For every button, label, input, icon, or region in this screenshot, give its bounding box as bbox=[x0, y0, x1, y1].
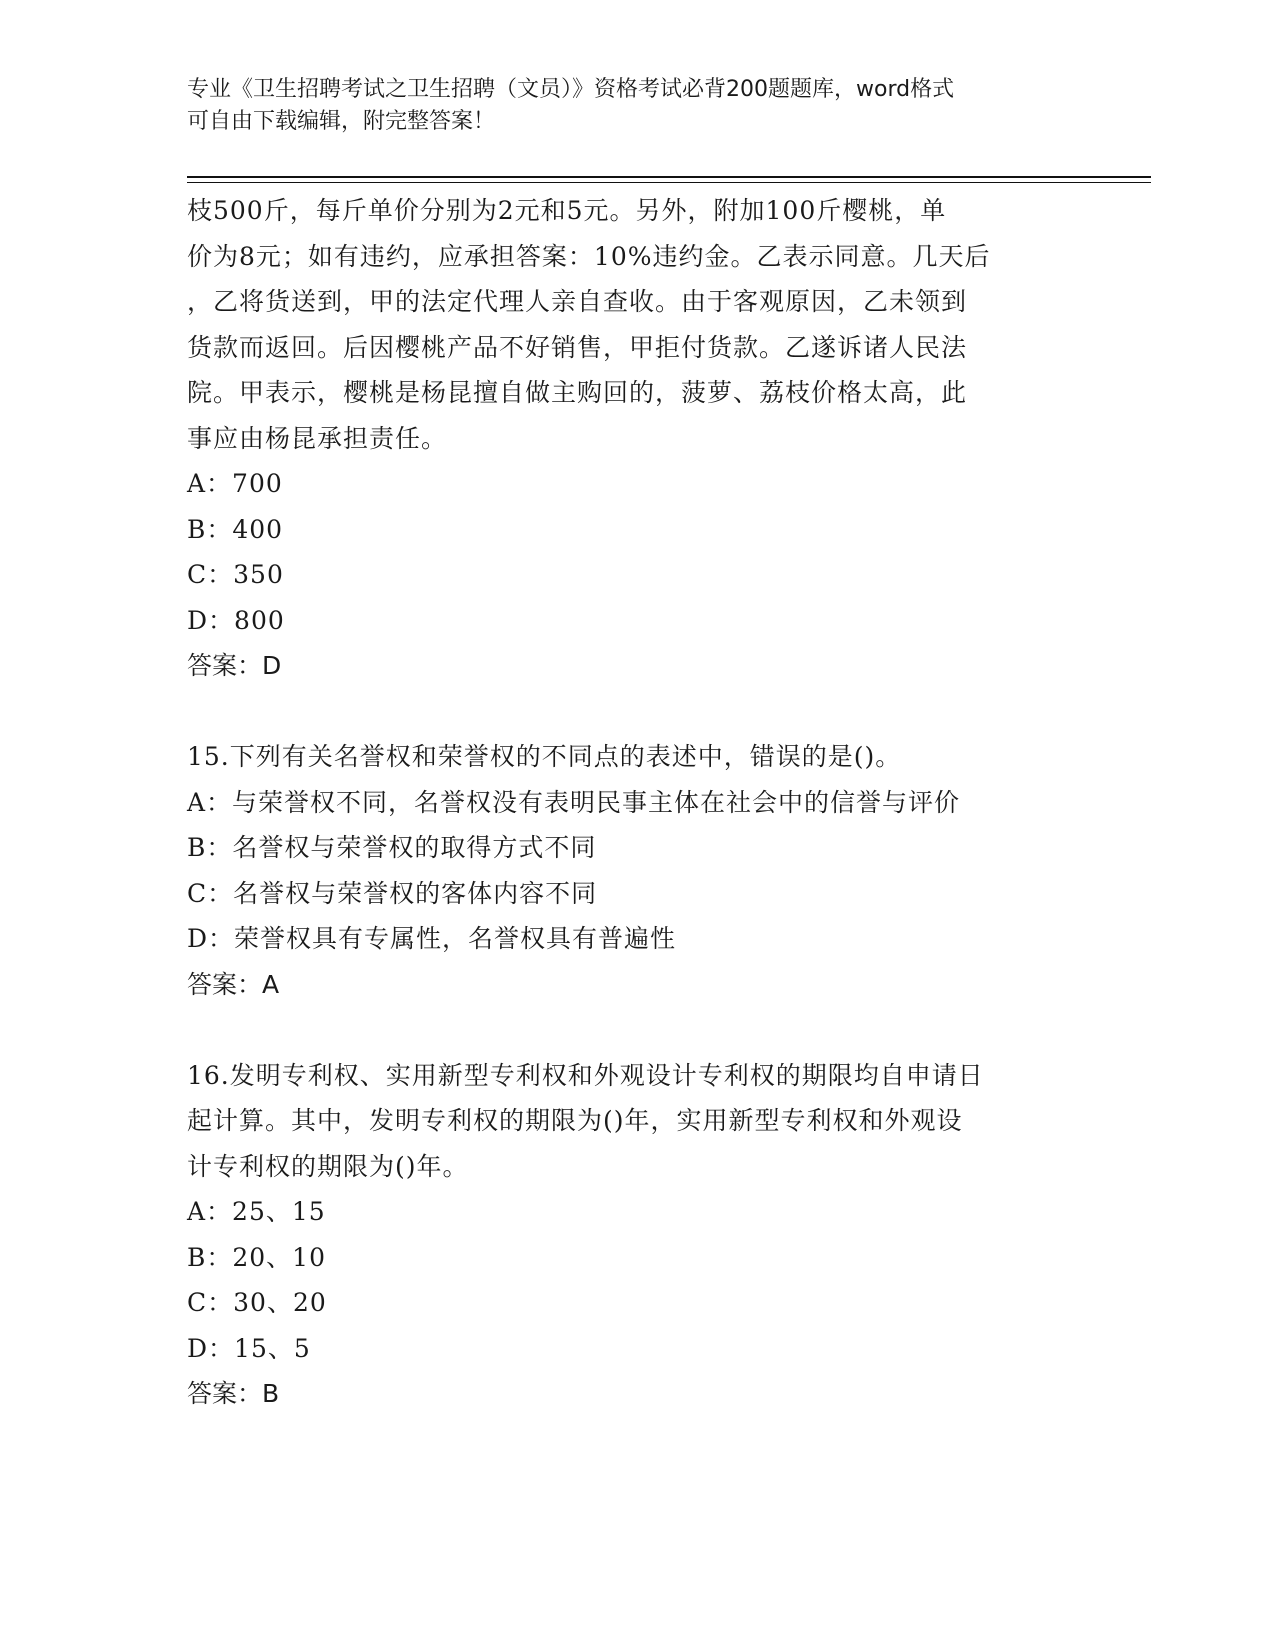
question-stem-line: 计专利权的期限为()年。 bbox=[187, 1151, 469, 1181]
question-stem-line: 事应由杨昆承担责任。 bbox=[187, 423, 448, 453]
question-stem-line: 起计算。其中，发明专利权的期限为()年，实用新型专利权和外观设 bbox=[187, 1106, 963, 1135]
spacer bbox=[187, 689, 1087, 735]
option-a: A：25、15 bbox=[187, 1197, 326, 1226]
option-a: A：与荣誉权不同，名誉权没有表明民事主体在社会中的信誉与评价 bbox=[187, 787, 961, 817]
question-14 bbox=[187, 188, 1087, 689]
answer-line: 答案：D bbox=[187, 651, 282, 680]
option-a: A：700 bbox=[187, 469, 283, 498]
header-line: 专业《卫生招聘考试之卫生招聘（文员）》资格考试必背200题题库，word格式 bbox=[187, 77, 955, 102]
option-b: B：20、10 bbox=[187, 1242, 326, 1272]
option-d: D：15、5 bbox=[187, 1333, 311, 1363]
document-body bbox=[187, 188, 1087, 1417]
option-d: D：800 bbox=[187, 605, 285, 635]
answer-line: 答案：A bbox=[187, 969, 280, 999]
spacer bbox=[187, 1007, 1087, 1053]
option-c: C：名誉权与荣誉权的客体内容不同 bbox=[187, 878, 598, 908]
option-b: B：名誉权与荣誉权的取得方式不同 bbox=[187, 833, 597, 862]
question-stem-line: 枝500斤，每斤单价分别为2元和5元。另外，附加100斤樱桃，单 bbox=[187, 196, 947, 225]
question-16 bbox=[187, 1053, 1087, 1417]
answer-line: 答案：B bbox=[187, 1379, 280, 1408]
header-divider bbox=[187, 176, 1151, 178]
option-c: C：30、20 bbox=[187, 1288, 327, 1317]
question-stem-line: 15.下列有关名誉权和荣誉权的不同点的表述中，错误的是()。 bbox=[187, 742, 902, 771]
question-15 bbox=[187, 734, 1087, 1007]
option-c: C：350 bbox=[187, 560, 284, 589]
document-header bbox=[187, 74, 1087, 138]
question-stem-line: 16.发明专利权、实用新型专利权和外观设计专利权的期限均自申请日 bbox=[187, 1060, 984, 1090]
question-stem-line: 院。甲表示，樱桃是杨昆擅自做主购回的，菠萝、荔枝价格太高，此 bbox=[187, 378, 968, 407]
option-b: B：400 bbox=[187, 514, 284, 544]
question-stem-line: 价为8元；如有违约，应承担答案：10%违约金。乙表示同意。几天后 bbox=[187, 241, 991, 271]
option-d: D：荣誉权具有专属性，名誉权具有普遍性 bbox=[187, 924, 677, 953]
header-divider-thin bbox=[187, 182, 1151, 183]
question-stem-line: 货款而返回。后因樱桃产品不好销售，甲拒付货款。乙遂诉诸人民法 bbox=[187, 332, 968, 362]
question-stem-line: ，乙将货送到，甲的法定代理人亲自查收。由于客观原因，乙未领到 bbox=[187, 287, 968, 316]
header-line: 可自由下载编辑，附完整答案！ bbox=[187, 109, 496, 134]
